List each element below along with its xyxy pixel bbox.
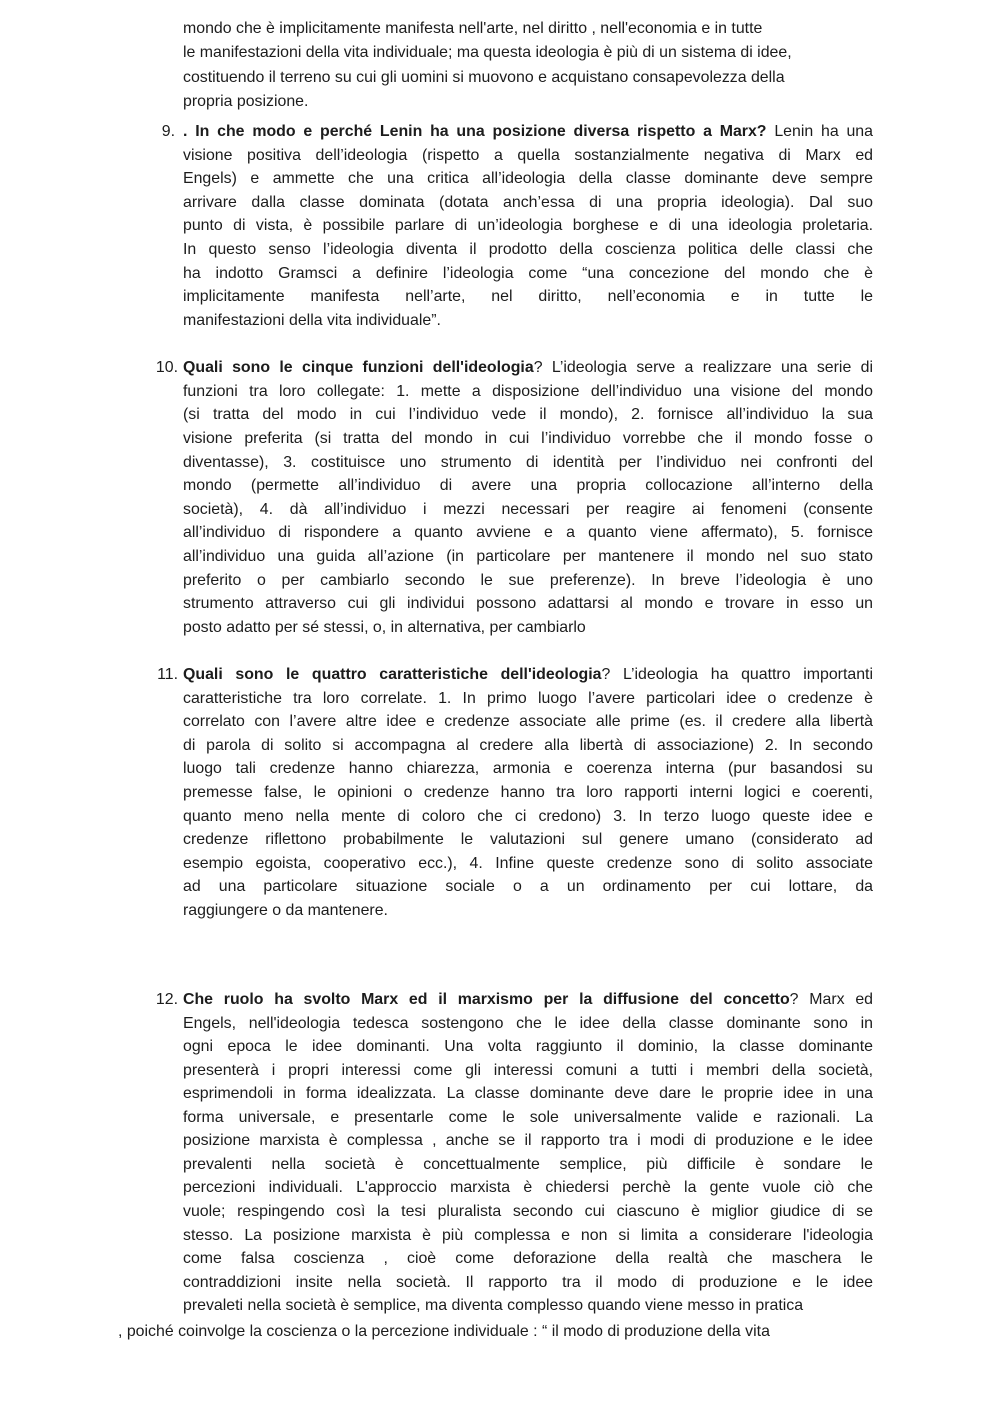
item-line: società), 4. dà all’individuo i mezzi necessari per reagire ai fenomeni (consente bbox=[183, 501, 873, 518]
item-line: visione positiva dell’ideologia (rispetto a quella sostanzialmente negativa di Marx ed bbox=[183, 147, 873, 164]
item-line: ogni epoca le idee dominanti. Una volta raggiunto il dominio, la classe dominante bbox=[183, 1038, 873, 1055]
item-question-line bbox=[183, 663, 873, 687]
item-line: preferito o per cambiarlo secondo le sue preferenze). In breve l’ideologia è uno bbox=[183, 572, 873, 589]
item-line: mondo (permette all’individuo di avere una propria collocazione all’interno della bbox=[183, 477, 873, 494]
item-line: vuole; respingendo così la tesi pluralista secondo cui ciascuno è miglior giudice di se bbox=[183, 1203, 873, 1220]
item-line: implicitamente manifesta nell’arte, nel diritto, nell’economia e in tutte le bbox=[183, 288, 873, 305]
item-line: ha indotto Gramsci a definire l’ideologia come “una concezione del mondo che è bbox=[183, 265, 873, 282]
intro-line: costituendo il terreno su cui gli uomini si muovono e acquistano consapevolezza della bbox=[183, 69, 785, 86]
answer-text: ? L’ideologia ha quattro importanti bbox=[601, 666, 873, 683]
item-line: premesse false, le opinioni o credenze hanno tra loro rapporti interni logici e coerenti, bbox=[183, 784, 873, 801]
item-line: esprimendoli in forma idealizzata. La classe dominante deve dare le proprie idee in una bbox=[183, 1085, 873, 1102]
item-line: posizione marxista è complessa , anche se il rapporto tra i modi di produzione e le idee bbox=[183, 1132, 873, 1149]
answer-text: ? L’ideologia serve a realizzare una serie di bbox=[533, 359, 873, 376]
item-line: esempio egoista, cooperativo ecc.), 4. Infine queste credenze sono di solito associate bbox=[183, 855, 873, 872]
item-number: 9. bbox=[161, 123, 175, 140]
item-line: come falsa coscienza , cioè come deforazione della realtà che maschera le bbox=[183, 1250, 873, 1267]
answer-text: ? Marx ed bbox=[789, 991, 873, 1008]
item-line: di parola di solito si accompagna al credere alla libertà di associazione) 2. In secondo bbox=[183, 737, 873, 754]
question-bold: Quali sono le cinque funzioni dell'ideologia bbox=[183, 359, 534, 376]
intro-line: le manifestazioni della vita individuale; ma questa ideologia è più di un sistema di idee, bbox=[183, 44, 792, 61]
item-line: credenze riflettono probabilmente le valutazioni sul genere umano (considerato ad bbox=[183, 831, 873, 848]
item-line: contraddizioni insite nella società. Il rapporto tra il modo di produzione e le idee bbox=[183, 1274, 873, 1291]
item-line: stesso. La posizione marxista è più complessa e non si limita a considerare l'ideologia bbox=[183, 1227, 873, 1244]
item-line: prevalenti nella società è concettualmente semplice, più difficile è sondare le bbox=[183, 1156, 873, 1173]
item-line: manifestazioni della vita individuale”. bbox=[183, 312, 441, 329]
item-line: prevaleti nella società è semplice, ma diventa complesso quando viene messo in pratica bbox=[183, 1297, 804, 1314]
final-line: , poiché coinvolge la coscienza o la percezione individuale : “ il modo di produzione della vita bbox=[118, 1323, 770, 1340]
question-bold: Quali sono le quattro caratteristiche dell'ideologia bbox=[183, 666, 602, 683]
item-line: all’individuo di rispondere a quanto avviene e a quanto viene affermato), 5. fornisce bbox=[183, 524, 873, 541]
question-bold: . In che modo e perché Lenin ha una posizione diversa rispetto a Marx? bbox=[183, 123, 767, 140]
item-line: (si tratta del modo in cui l’individuo vede il mondo), 2. fornisce all’individuo la sua bbox=[183, 406, 873, 423]
item-line: luogo tali credenze hanno chiarezza, armonia e coerenza interna (pur basandosi su bbox=[183, 760, 873, 777]
item-line: Engels, nell'ideologia tedesca sostengono che le idee della classe dominante sono in bbox=[183, 1015, 873, 1032]
item-line: quanto meno nella mente di coloro che ci credono) 3. In terzo luogo queste idee e bbox=[183, 808, 873, 825]
item-line: caratteristiche tra loro correlate. 1. In primo luogo l’avere particolari idee o credenze è bbox=[183, 690, 873, 707]
item-line: arrivare dalla classe dominata (dotata anch’essa di una propria ideologia). Dal suo bbox=[183, 194, 873, 211]
intro-line: propria posizione. bbox=[183, 93, 309, 110]
item-question-line bbox=[183, 356, 873, 380]
item-number: 12. bbox=[155, 991, 178, 1008]
item-question-line bbox=[183, 988, 873, 1012]
item-line: punto di vista, è possibile parlare di un’ideologia borghese e di una ideologia proletaria. bbox=[183, 217, 873, 234]
item-number: 10. bbox=[155, 359, 178, 376]
item-line: In questo senso l’ideologia diventa il prodotto della coscienza politica delle classi che bbox=[183, 241, 873, 258]
item-line: Engels) e ammette che una critica all’ideologia della classe dominante deve sempre bbox=[183, 170, 873, 187]
item-line: strumento attraverso cui gli individui possono adattarsi al mondo e trovare in esso un bbox=[183, 595, 873, 612]
item-line: visione preferita (si tratta del mondo in cui l’individuo vorrebbe che il mondo fosse o bbox=[183, 430, 873, 447]
item-line: all’individuo una guida all’azione (in particolare per mantenere il mondo nel suo stato bbox=[183, 548, 873, 565]
question-bold: Che ruolo ha svolto Marx ed il marxismo per la diffusione del concetto bbox=[183, 991, 790, 1008]
item-number: 11. bbox=[157, 666, 178, 683]
item-line: correlato con l’avere altre idee e credenze associate alle prime (es. il credere alla libertà bbox=[183, 713, 873, 730]
item-line: presenterà i propri interessi come gli interessi comuni a tutti i membri della società, bbox=[183, 1062, 873, 1079]
item-line: funzioni tra loro collegate: 1. mette a disposizione dell’individuo una visione del mondo bbox=[183, 383, 873, 400]
item-question-line bbox=[183, 120, 873, 144]
intro-line: mondo che è implicitamente manifesta nell'arte, nel diritto , nell'economia e in tutte bbox=[183, 20, 763, 37]
item-line: ad una particolare situazione sociale o a un ordinamento per cui lottare, da bbox=[183, 878, 873, 895]
item-line: diventasse), 3. costituisce uno strumento di identità per l’individuo nei confronti del bbox=[183, 454, 873, 471]
item-line: raggiungere o da mantenere. bbox=[183, 902, 388, 919]
item-line: forma universale, e presentarle come le sole universalmente valide e razionali. La bbox=[183, 1109, 873, 1126]
item-line: percezioni individuali. L'approccio marxista è chiedersi perchè la gente vuole ciò che bbox=[183, 1179, 873, 1196]
item-line: posto adatto per sé stessi, o, in alternativa, per cambiarlo bbox=[183, 619, 586, 636]
answer-text: Lenin ha una bbox=[766, 123, 873, 140]
